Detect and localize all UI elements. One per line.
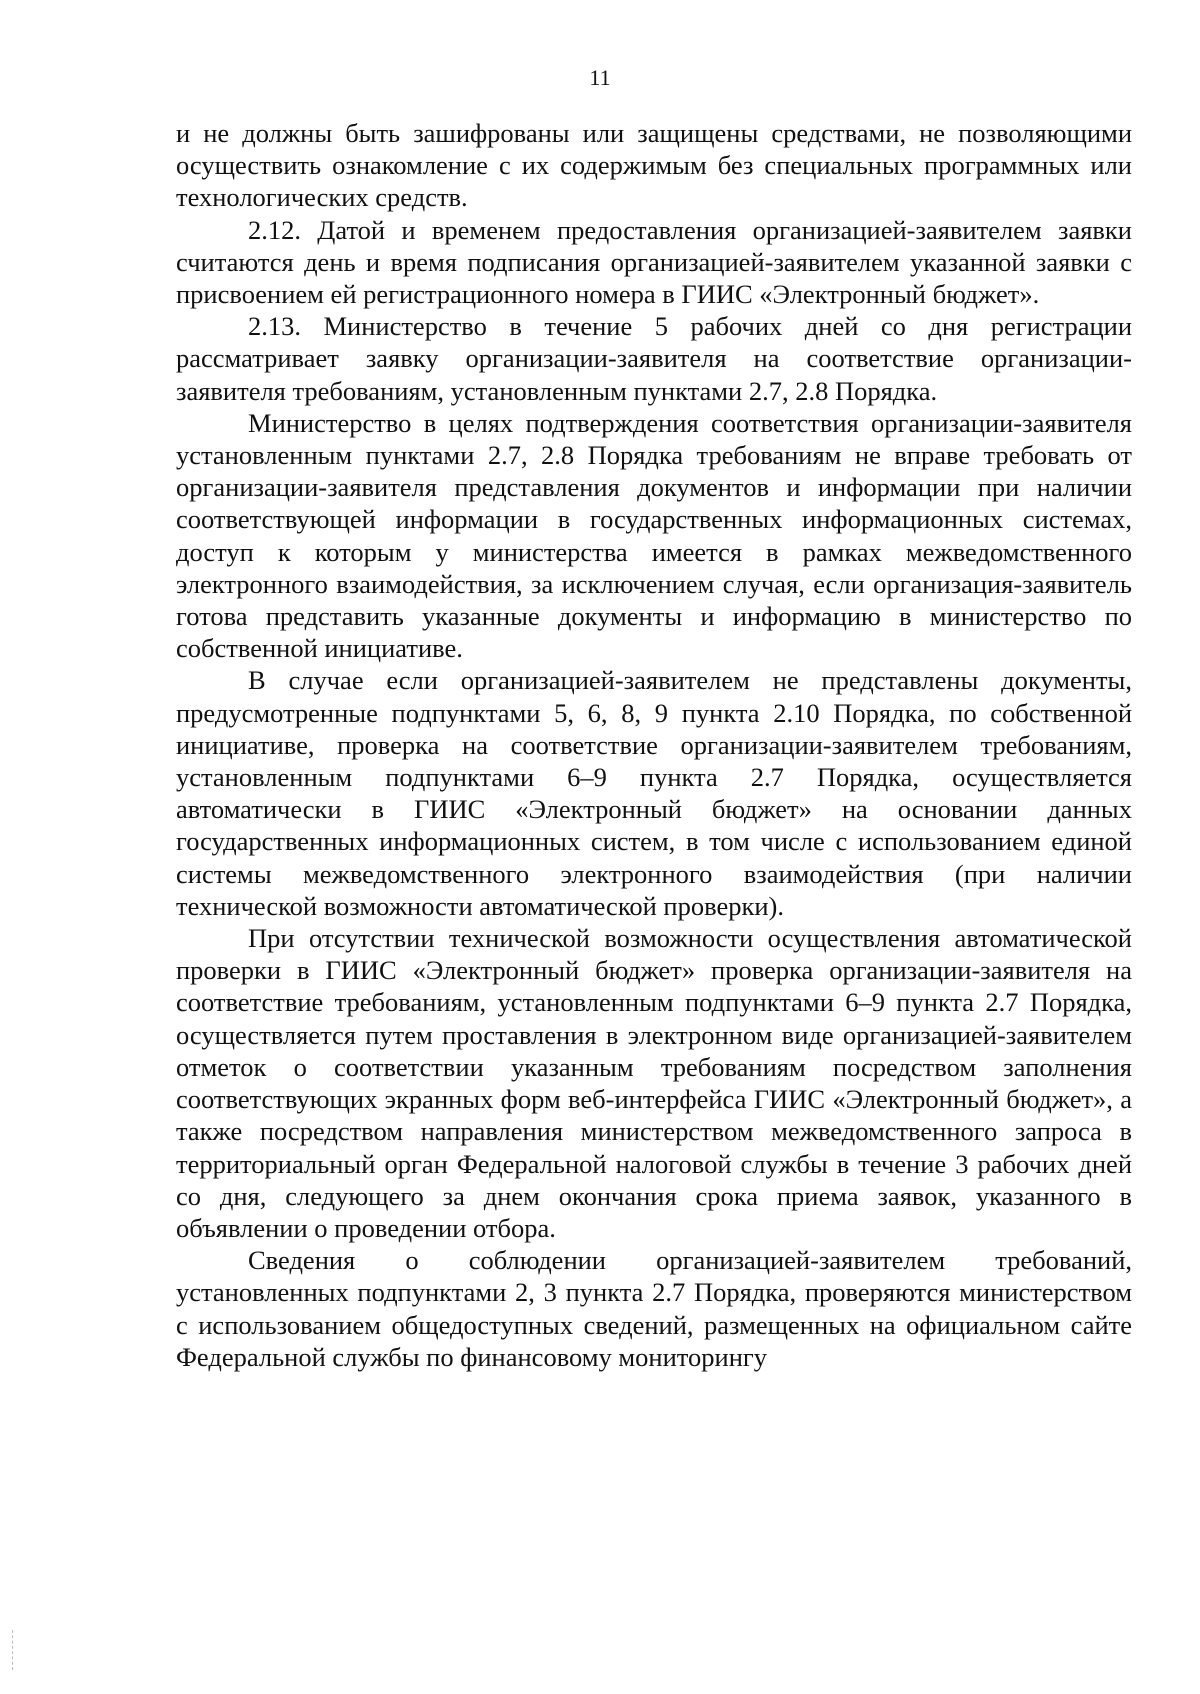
paragraph-continuation: и не должны быть зашифрованы или защищены средствами, не позволяющими осуществить ознакомление с их содержимым без специальных программных или технологических средств. <box>176 118 1132 213</box>
page-number: 11 <box>589 65 611 90</box>
paragraph-ministry-requirements: Министерство в целях подтверждения соответствия организации-заявителя установленным пунктами 2.7, 2.8 Порядка требованиям не вправе требовать от организации-заявителя представления документов и информации при наличии соответствующей информации в государственных информационных системах, доступ к которым у министерства имеется в рамках межведомственного электронного взаимодействия, за исключением случая, если организация-заявитель готова представить указанные документы и информацию в министерство по собственной инициативе. <box>176 407 1132 664</box>
paragraph-2-12: 2.12. Датой и временем предоставления организацией-заявителем заявки считаются день и время подписания организацией-заявителем указанной заявки с присвоением ей регистрационного номера в ГИИС «Электронный бюджет». <box>176 214 1132 310</box>
scan-artifact-line <box>12 1630 14 1670</box>
document-body <box>176 117 1132 1373</box>
paragraph-manual-check: При отсутствии технической возможности осуществления автоматической проверки в ГИИС «Электронный бюджет» проверка организации-заявителя на соответствие требованиям, установленным подпунктами 6–9 пункта 2.7 Порядка, осуществляется путем проставления в электронном виде организацией-заявителем отметок о соответствии указанным требованиям посредством заполнения соответствующих экранных форм веб-интерфейса ГИИС «Электронный бюджет», а также посредством направления министерством межведомственного запроса в территориальный орган Федеральной налоговой службы в течение 3 рабочих дней со дня, следующего за днем окончания срока приема заявок, указанного в объявлении о проведении отбора. <box>176 923 1132 1243</box>
paragraph-automatic-check: В случае если организацией-заявителем не представлены документы, предусмотренные подпунктами 5, 6, 8, 9 пункта 2.10 Порядка, по собственной инициативе, проверка на соответствие организации-заявителем требованиям, установленным подпунктами 6–9 пункта 2.7 Порядка, осуществляется автоматически в ГИИС «Электронный бюджет» на основании данных государственных информационных систем, в том числе с использованием единой системы межведомственного электронного взаимодействия (при наличии технической возможности автоматической проверки). <box>176 665 1132 921</box>
paragraph-2-13: 2.13. Министерство в течение 5 рабочих дней со дня регистрации рассматривает заявку организации-заявителя на соответствие организации-заявителя требованиям, установленным пунктами 2.7, 2.8 Порядка. <box>176 311 1132 406</box>
paragraph-compliance-info: Сведения о соблюдении организацией-заявителем требований, установленных подпунктами 2, 3 пункта 2.7 Порядка, проверяются министерством с использованием общедоступных сведений, размещенных на официальном сайте Федеральной службы по финансовому мониторингу <box>176 1245 1132 1372</box>
